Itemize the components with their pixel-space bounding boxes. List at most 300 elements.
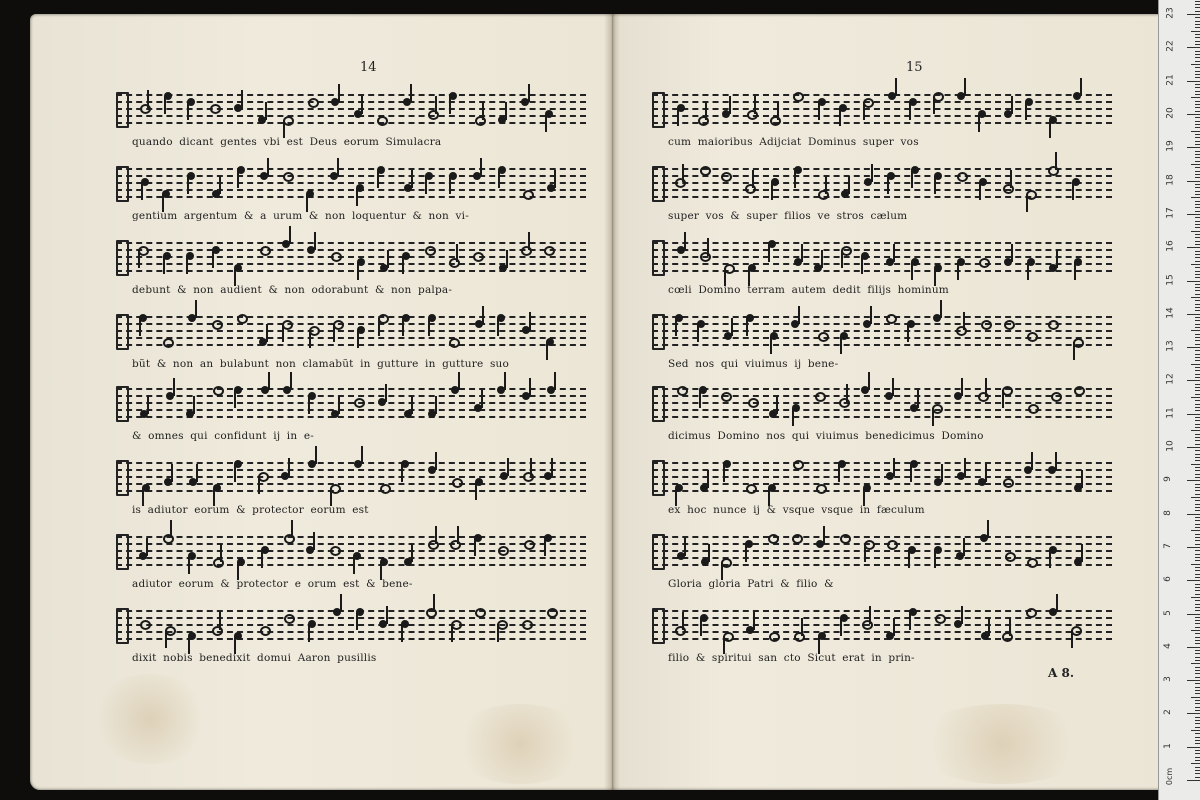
- ruler-tick: [1195, 137, 1200, 138]
- staff-line: [652, 115, 1112, 117]
- music-note: [1028, 404, 1039, 414]
- music-system: [116, 524, 586, 596]
- music-system: [652, 82, 1112, 154]
- note-stem: [402, 318, 404, 336]
- ruler-tick: [1195, 294, 1200, 295]
- staff-line: [116, 490, 586, 492]
- ruler-tick: [1195, 717, 1200, 718]
- note-stem: [978, 114, 980, 132]
- note-stem: [258, 476, 260, 494]
- ruler-tick: [1195, 334, 1200, 335]
- staff-line: [116, 242, 586, 244]
- note-stem: [1002, 390, 1004, 408]
- note-stem: [338, 84, 340, 102]
- staff-line: [116, 617, 586, 619]
- music-note: [887, 540, 898, 550]
- staff-line: [116, 469, 586, 471]
- ruler-tick: [1195, 290, 1200, 291]
- staff-line: [652, 490, 1112, 492]
- note-stem: [798, 306, 800, 324]
- staff-line: [116, 388, 586, 390]
- music-note: [747, 110, 758, 120]
- ruler-tick: [1195, 27, 1200, 28]
- ruler-tick: [1195, 407, 1200, 408]
- ruler-tick: [1195, 410, 1200, 411]
- note-stem: [723, 464, 725, 482]
- clef-symbol: [652, 240, 665, 276]
- note-stem: [1056, 250, 1058, 268]
- music-note: [475, 608, 486, 618]
- ruler-tick: [1195, 434, 1200, 435]
- note-stem: [909, 612, 911, 630]
- ruler-tick: [1195, 460, 1200, 461]
- staff-line: [652, 249, 1112, 251]
- note-stem: [505, 102, 507, 120]
- note-stem: [387, 250, 389, 268]
- staff-line: [652, 108, 1112, 110]
- note-stem: [682, 612, 684, 630]
- ruler-tick: [1191, 197, 1200, 198]
- note-stem: [846, 384, 848, 402]
- note-stem: [314, 232, 316, 250]
- ruler-tick: [1191, 497, 1200, 498]
- ruler-tick: [1195, 420, 1200, 421]
- note-stem: [290, 372, 292, 390]
- note-stem: [289, 226, 291, 244]
- note-stem: [338, 396, 340, 414]
- ruler-tick: [1195, 360, 1200, 361]
- note-stem: [731, 318, 733, 336]
- note-stem: [1071, 630, 1073, 648]
- music-note: [675, 178, 686, 188]
- ruler-tick: [1191, 663, 1200, 664]
- ruler-tick: [1195, 251, 1200, 252]
- note-stem: [164, 96, 166, 114]
- music-note: [745, 184, 756, 194]
- ruler-tick: [1195, 4, 1200, 5]
- note-stem: [1080, 78, 1082, 96]
- ruler-tick: [1195, 454, 1200, 455]
- ruler-tick: [1195, 74, 1200, 75]
- note-stem: [165, 630, 167, 648]
- ruler-tick: [1191, 597, 1200, 598]
- ruler-tick: [1195, 720, 1200, 721]
- note-stem: [141, 182, 143, 200]
- ruler-tick: [1195, 560, 1200, 561]
- note-stem: [187, 102, 189, 120]
- note-stem: [340, 594, 342, 612]
- staff-line: [652, 182, 1112, 184]
- music-note: [721, 392, 732, 402]
- ruler-tick: [1191, 530, 1200, 531]
- ruler-tick: [1195, 640, 1200, 641]
- ruler-tick: [1195, 604, 1200, 605]
- music-system: [652, 304, 1112, 376]
- ruler-tick: [1195, 340, 1200, 341]
- ruler-tick: [1191, 430, 1200, 431]
- staff-line: [116, 337, 586, 339]
- ruler-tick: [1187, 14, 1200, 15]
- ruler-tick: [1191, 697, 1200, 698]
- staff-line: [116, 638, 586, 640]
- ruler-tick: [1195, 124, 1200, 125]
- note-stem: [746, 318, 748, 336]
- note-stem: [482, 306, 484, 324]
- music-system: [652, 230, 1112, 302]
- staff-line: [116, 249, 586, 251]
- music-note: [284, 534, 295, 544]
- music-note: [956, 326, 967, 336]
- note-stem: [386, 606, 388, 624]
- ruler-tick: [1191, 763, 1200, 764]
- ruler-tick: [1187, 47, 1200, 48]
- note-stem: [482, 102, 484, 120]
- note-stem: [1031, 452, 1033, 470]
- note-stem: [361, 96, 363, 114]
- staff-line: [116, 564, 586, 566]
- clef-symbol: [116, 166, 129, 202]
- ruler-tick: [1195, 600, 1200, 601]
- ruler-tick: [1195, 71, 1200, 72]
- music-note: [1027, 332, 1038, 342]
- ruler-tick: [1195, 577, 1200, 578]
- music-staff: [652, 606, 1112, 642]
- clef-symbol: [652, 166, 665, 202]
- ruler-tick: [1195, 400, 1200, 401]
- ruler-tick: [1187, 580, 1200, 581]
- note-stem: [313, 532, 315, 550]
- ruler-tick: [1195, 457, 1200, 458]
- ruler-tick: [1195, 574, 1200, 575]
- staff-line: [652, 101, 1112, 103]
- note-stem: [139, 318, 141, 336]
- ruler-tick: [1195, 107, 1200, 108]
- ruler-tick: [1187, 181, 1200, 182]
- note-stem: [449, 176, 451, 194]
- note-stem: [282, 324, 284, 342]
- staff-line: [116, 631, 586, 633]
- music-note: [839, 398, 850, 408]
- clef-symbol: [116, 534, 129, 570]
- ruler-tick: [1195, 84, 1200, 85]
- note-stem: [333, 324, 335, 342]
- music-system: [116, 376, 586, 448]
- note-stem: [481, 390, 483, 408]
- music-note: [210, 104, 221, 114]
- ruler-tick: [1195, 234, 1200, 235]
- note-stem: [428, 318, 430, 336]
- ruler-tick: [1195, 327, 1200, 328]
- ruler-tick: [1195, 91, 1200, 92]
- ruler-tick: [1195, 211, 1200, 212]
- lyrics-line: ex hoc nunce ij & vsque vsque in fæculum: [668, 504, 925, 516]
- ruler-tick: [1195, 767, 1200, 768]
- note-stem: [356, 188, 358, 206]
- ruler-tick: [1195, 374, 1200, 375]
- ruler-tick: [1195, 527, 1200, 528]
- note-stem: [699, 390, 701, 408]
- ruler-tick: [1195, 467, 1200, 468]
- note-stem: [268, 372, 270, 390]
- note-stem: [871, 164, 873, 182]
- ruler-tick: [1195, 94, 1200, 95]
- ruler-tick: [1187, 247, 1200, 248]
- ruler-tick: [1195, 520, 1200, 521]
- note-stem: [449, 96, 451, 114]
- note-stem: [684, 538, 686, 556]
- note-stem: [401, 624, 403, 642]
- staff-line: [116, 316, 586, 318]
- note-stem: [474, 538, 476, 556]
- note-stem: [1009, 618, 1011, 636]
- music-note: [452, 478, 463, 488]
- ruler-tick: [1195, 267, 1200, 268]
- music-note: [498, 546, 509, 556]
- music-note: [818, 190, 829, 200]
- music-staff: [652, 90, 1112, 126]
- ruler-tick: [1187, 747, 1200, 748]
- note-stem: [1055, 452, 1057, 470]
- lyrics-line: quando dicant gentes vbi est Deus eorum Simulacra: [132, 136, 442, 148]
- note-stem: [892, 378, 894, 396]
- music-note: [426, 608, 437, 618]
- note-stem: [745, 544, 747, 562]
- ruler-tick: [1187, 547, 1200, 548]
- note-stem: [504, 372, 506, 390]
- staff-line: [652, 536, 1112, 538]
- ruler-tick: [1195, 540, 1200, 541]
- note-stem: [752, 170, 754, 188]
- ruler-tick: [1187, 214, 1200, 215]
- note-stem: [964, 458, 966, 476]
- music-note: [1002, 632, 1013, 642]
- ruler-tick: [1195, 683, 1200, 684]
- music-note: [793, 92, 804, 102]
- note-stem: [529, 378, 531, 396]
- music-note: [475, 116, 486, 126]
- note-stem: [934, 550, 936, 568]
- ruler-tick: [1195, 700, 1200, 701]
- ruler-tick: [1195, 224, 1200, 225]
- ruler-tick: [1195, 737, 1200, 738]
- ruler-tick: [1195, 723, 1200, 724]
- ruler-tick: [1195, 241, 1200, 242]
- ruler-tick: [1195, 121, 1200, 122]
- note-stem: [677, 108, 679, 126]
- ruler-number: 2: [1162, 709, 1173, 716]
- music-system: [652, 598, 1112, 670]
- note-stem: [361, 446, 363, 464]
- ruler-number: 3: [1162, 676, 1173, 682]
- lyrics-line: Sed nos qui viuimus ij bene-: [668, 358, 839, 370]
- note-stem: [963, 312, 965, 330]
- music-staff: [116, 458, 586, 494]
- staff-line: [652, 557, 1112, 559]
- ruler-tick: [1195, 134, 1200, 135]
- staff-line: [652, 469, 1112, 471]
- music-note: [1005, 552, 1016, 562]
- note-stem: [456, 244, 458, 262]
- ruler-number: 14: [1165, 307, 1176, 319]
- ruler-tick: [1195, 620, 1200, 621]
- ruler-tick: [1195, 21, 1200, 22]
- music-note: [212, 320, 223, 330]
- ruler-tick: [1195, 537, 1200, 538]
- music-note: [213, 386, 224, 396]
- ruler-tick: [1195, 184, 1200, 185]
- note-stem: [917, 390, 919, 408]
- ruler-tick: [1195, 37, 1200, 38]
- note-stem: [707, 238, 709, 256]
- ruler-tick: [1195, 187, 1200, 188]
- note-stem: [987, 520, 989, 538]
- ruler-tick: [1195, 111, 1200, 112]
- note-stem: [529, 312, 531, 330]
- ruler-tick: [1195, 760, 1200, 761]
- note-stem: [893, 244, 895, 262]
- staff-line: [652, 344, 1112, 346]
- music-note: [815, 392, 826, 402]
- music-note: [213, 558, 224, 568]
- note-stem: [1025, 102, 1027, 120]
- ruler-tick: [1195, 320, 1200, 321]
- ruler-number: 17: [1165, 207, 1176, 219]
- ruler-tick: [1195, 57, 1200, 58]
- ruler-tick: [1195, 77, 1200, 78]
- ruler-tick: [1195, 350, 1200, 351]
- note-stem: [792, 408, 794, 426]
- ruler-tick: [1195, 707, 1200, 708]
- ruler-tick: [1195, 277, 1200, 278]
- note-stem: [801, 244, 803, 262]
- note-stem: [961, 378, 963, 396]
- lyrics-line: super vos & super filios ve stros cælum: [668, 210, 908, 222]
- note-stem: [402, 256, 404, 274]
- note-stem: [911, 262, 913, 280]
- note-stem: [411, 544, 413, 562]
- clef-symbol: [652, 386, 665, 422]
- ruler-tick: [1195, 284, 1200, 285]
- note-stem: [893, 618, 895, 636]
- note-stem: [940, 300, 942, 318]
- music-note: [818, 332, 829, 342]
- staff-line: [116, 122, 586, 124]
- music-note: [1004, 320, 1015, 330]
- ruler-tick: [1195, 17, 1200, 18]
- ruler-tick: [1195, 51, 1200, 52]
- music-note: [425, 246, 436, 256]
- music-note: [428, 540, 439, 550]
- note-stem: [265, 102, 267, 120]
- music-system: [116, 304, 586, 376]
- ruler-number: 16: [1165, 240, 1176, 252]
- clef-symbol: [116, 314, 129, 350]
- ruler-tick: [1195, 370, 1200, 371]
- ruler-tick: [1195, 300, 1200, 301]
- lyrics-line: & omnes qui confidunt ij in e-: [132, 430, 315, 442]
- ruler-tick: [1191, 231, 1200, 232]
- music-staff: [116, 606, 586, 642]
- music-note: [1051, 392, 1062, 402]
- ruler-tick: [1195, 367, 1200, 368]
- clef-symbol: [116, 608, 129, 644]
- note-stem: [911, 170, 913, 188]
- ruler-tick: [1195, 167, 1200, 168]
- note-stem: [1081, 544, 1083, 562]
- ruler-tick: [1195, 554, 1200, 555]
- ruler-tick: [1195, 237, 1200, 238]
- note-stem: [964, 78, 966, 96]
- ruler-tick: [1187, 414, 1200, 415]
- ruler-tick: [1195, 524, 1200, 525]
- ruler-tick: [1195, 271, 1200, 272]
- music-note: [768, 534, 779, 544]
- music-note: [260, 626, 271, 636]
- note-stem: [237, 170, 239, 188]
- ruler-tick: [1191, 164, 1200, 165]
- ruler-number: 4: [1162, 642, 1173, 649]
- note-stem: [138, 250, 140, 268]
- ruler-tick: [1195, 770, 1200, 771]
- music-note: [1074, 386, 1085, 396]
- note-stem: [315, 446, 317, 464]
- ruler-tick: [1195, 637, 1200, 638]
- clef-symbol: [116, 92, 129, 128]
- music-note: [816, 484, 827, 494]
- ruler-tick: [1187, 447, 1200, 448]
- music-note: [979, 258, 990, 268]
- ruler-number: 21: [1165, 73, 1176, 86]
- music-staff: [652, 312, 1112, 348]
- note-stem: [378, 318, 380, 336]
- clef-symbol: [652, 608, 665, 644]
- ruler-tick: [1195, 500, 1200, 501]
- book-gutter: [604, 14, 620, 790]
- note-stem: [818, 102, 820, 120]
- ruler-tick: [1195, 41, 1200, 42]
- ruler-tick: [1195, 104, 1200, 105]
- ruler-tick: [1195, 44, 1200, 45]
- ruler-tick: [1195, 221, 1200, 222]
- note-stem: [261, 550, 263, 568]
- staff-line: [652, 316, 1112, 318]
- ruler-tick: [1195, 201, 1200, 202]
- ruler-tick: [1195, 254, 1200, 255]
- lyrics-line: dicimus Domino nos qui viuimus benedicimus Domino: [668, 430, 984, 442]
- ruler-tick: [1191, 364, 1200, 365]
- clef-symbol: [652, 534, 665, 570]
- lyrics-line: cum maioribus Adijciat Dominus super vos: [668, 136, 919, 148]
- music-note: [163, 534, 174, 544]
- staff-line: [116, 476, 586, 478]
- ruler-number: 10: [1165, 440, 1176, 452]
- staff-line: [652, 543, 1112, 545]
- music-note: [746, 484, 757, 494]
- note-stem: [729, 96, 731, 114]
- note-stem: [497, 624, 499, 642]
- music-staff: [116, 532, 586, 568]
- ruler-tick: [1191, 131, 1200, 132]
- staff-line: [652, 270, 1112, 272]
- ruler-tick: [1195, 191, 1200, 192]
- note-stem: [776, 396, 778, 414]
- ruler-tick: [1195, 670, 1200, 671]
- staff-line: [652, 323, 1112, 325]
- ruler-tick: [1195, 660, 1200, 661]
- ruler-tick: [1195, 470, 1200, 471]
- music-staff: [116, 384, 586, 420]
- ruler-tick: [1191, 464, 1200, 465]
